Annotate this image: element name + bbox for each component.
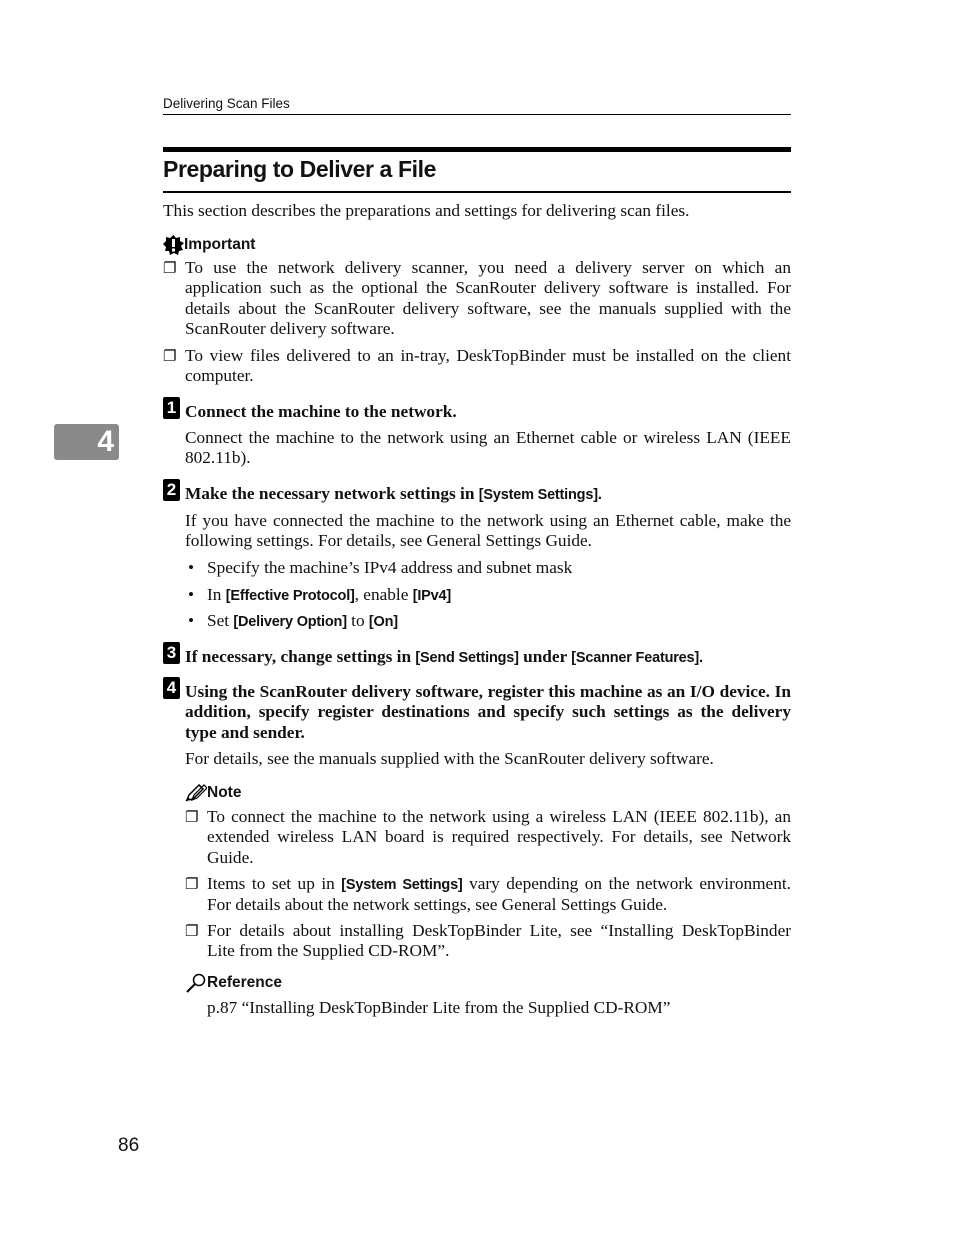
step-number: 2 bbox=[163, 479, 180, 501]
reference-link[interactable]: p.87 “Installing DeskTopBinder Lite from the Supplied CD-ROM” bbox=[207, 998, 671, 1017]
page-title: Preparing to Deliver a File bbox=[163, 156, 436, 182]
checkbox-icon: ❐ bbox=[185, 875, 199, 893]
ipv4-key: [IPv4] bbox=[412, 587, 452, 604]
page-number: 86 bbox=[118, 1135, 140, 1156]
note-heading bbox=[185, 783, 241, 803]
checkbox-icon: ❐ bbox=[185, 922, 199, 940]
important-item bbox=[163, 258, 791, 340]
reference-label: Reference bbox=[207, 974, 282, 991]
step-number: 1 bbox=[163, 397, 180, 419]
delivery-option-key: [Delivery Option] bbox=[233, 614, 347, 630]
settings-bullet-list bbox=[185, 558, 791, 638]
step-title bbox=[185, 647, 791, 668]
title-rule-bottom bbox=[163, 191, 791, 193]
note-item-text: For details about installing DeskTopBinder Lite, see “Installing DeskTopBinder Lite from the Supplied CD-ROM”. bbox=[207, 921, 791, 961]
pencil-icon bbox=[185, 784, 207, 802]
checkbox-icon: ❐ bbox=[185, 808, 199, 826]
running-header: Delivering Scan Files bbox=[163, 96, 290, 111]
note-text: vary depending on the network environment. For details about the network settings, see General Settings Guide. bbox=[207, 874, 791, 915]
bullet-text: In bbox=[207, 584, 226, 604]
chapter-tab-number: 4 bbox=[97, 425, 114, 458]
reference-heading bbox=[185, 972, 282, 994]
bullet-item bbox=[185, 585, 791, 612]
step-title: Connect the machine to the network. bbox=[185, 402, 457, 421]
important-item bbox=[163, 346, 791, 387]
system-settings-key: [System Settings]. bbox=[478, 487, 602, 503]
step-body: If you have connected the machine to the network using an Ethernet cable, make the following settings. For details, see General Settings Guide. bbox=[185, 511, 791, 551]
scanner-features-key: [Scanner Features]. bbox=[571, 650, 703, 666]
important-heading bbox=[163, 235, 255, 255]
bullet-item: • Specify the machine’s IPv4 address and subnet mask bbox=[185, 558, 791, 585]
important-item-text: To use the network delivery scanner, you need a delivery server on which an application such as the optional the ScanRouter delivery software is installed. For details about the ScanRouter delivery software, see the manuals supplied with the ScanRouter delivery software. bbox=[185, 258, 791, 339]
step-title-text: Make the necessary network settings in bbox=[185, 484, 479, 503]
step-body: Connect the machine to the network using an Ethernet cable or wireless LAN (IEEE 802.11b). bbox=[185, 428, 791, 468]
important-item-text: To view files delivered to an in-tray, DeskTopBinder must be installed on the client computer. bbox=[185, 346, 791, 386]
note-item bbox=[185, 921, 791, 962]
important-icon bbox=[163, 235, 184, 255]
note-item-text bbox=[207, 874, 791, 916]
step-title-text: under bbox=[518, 647, 572, 666]
bullet-item bbox=[185, 611, 791, 638]
important-label: Important bbox=[184, 236, 256, 253]
step-title: Using the ScanRouter delivery software, register this machine as an I/O device. In addition, specify register destinations and specify such settings as the delivery type and sender. bbox=[185, 682, 791, 742]
step-number: 4 bbox=[163, 677, 180, 699]
note-item bbox=[185, 874, 791, 916]
note-item-text: To connect the machine to the network using a wireless LAN (IEEE 802.11b), an extended wireless LAN board is required respectively. For details, see Network Guide. bbox=[207, 807, 791, 867]
bullet-text: Set bbox=[207, 611, 234, 630]
intro-text: This section describes the preparations and settings for delivering scan files. bbox=[163, 201, 690, 220]
checkbox-icon: ❐ bbox=[163, 259, 177, 277]
note-text: Items to set up in bbox=[207, 874, 342, 893]
bullet-text: , enable bbox=[354, 584, 413, 604]
step-title-text: If necessary, change settings in bbox=[185, 647, 416, 666]
on-key: [On] bbox=[368, 614, 398, 630]
send-settings-key: [Send Settings] bbox=[415, 650, 519, 666]
step-number: 3 bbox=[163, 642, 180, 664]
title-rule-top bbox=[163, 147, 791, 152]
magnifier-icon bbox=[185, 973, 207, 993]
header-rule bbox=[163, 114, 791, 115]
bullet-text: to bbox=[346, 611, 369, 630]
system-settings-key: [System Settings] bbox=[341, 877, 463, 893]
step-title bbox=[185, 484, 791, 505]
effective-protocol-key: [Effective Protocol] bbox=[225, 587, 355, 604]
chapter-tab bbox=[54, 424, 119, 460]
step-body: For details, see the manuals supplied with the ScanRouter delivery software. bbox=[185, 749, 714, 768]
checkbox-icon: ❐ bbox=[163, 347, 177, 365]
note-item bbox=[185, 807, 791, 868]
note-label: Note bbox=[207, 784, 242, 801]
